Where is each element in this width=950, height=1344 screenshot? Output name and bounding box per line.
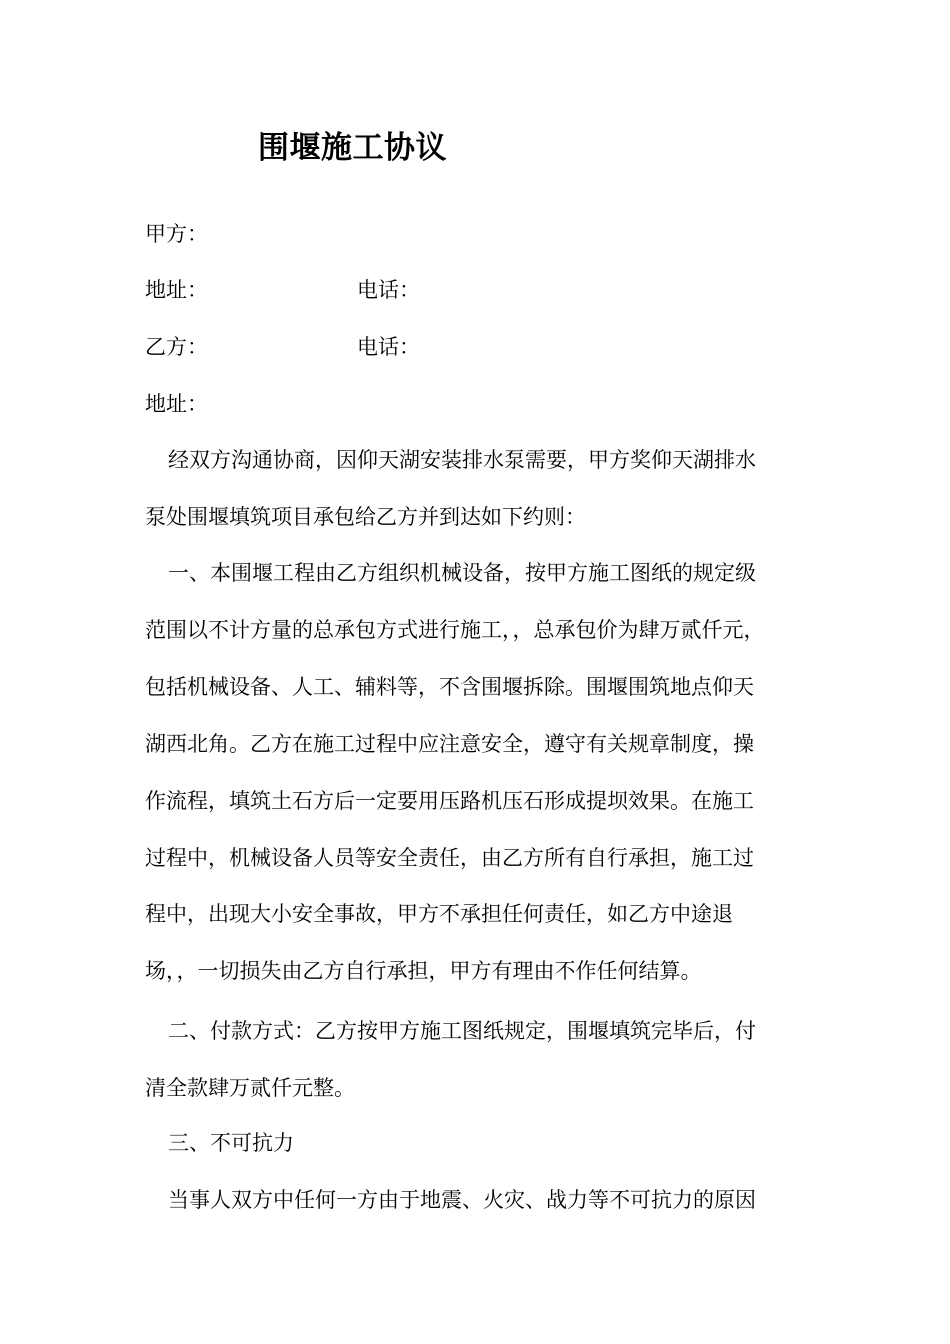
body-line: 二、付款方式：乙方按甲方施工图纸规定，围堰填筑完毕后，付 — [168, 1019, 756, 1043]
body-line: 场，，一切损失由乙方自行承担，甲方有理由不作任何结算。 — [145, 959, 702, 983]
document-title: 围堰施工协议 — [258, 130, 447, 166]
party-b-label: 乙方： — [145, 335, 208, 359]
body-line: 一、本围堰工程由乙方组织机械设备，按甲方施工图纸的规定级 — [168, 561, 756, 585]
body-line: 当事人双方中任何一方由于地震、火灾、战力等不可抗力的原因 — [168, 1188, 756, 1212]
body-line: 泵处围堰填筑项目承包给乙方并到达如下约则： — [145, 505, 586, 529]
phone-b-label: 电话： — [357, 335, 420, 359]
section-heading: 三、不可抗力 — [168, 1131, 294, 1155]
body-line: 湖西北角。乙方在施工过程中应注意安全，遵守有关规章制度，操 — [145, 732, 754, 756]
body-line: 包括机械设备、人工、辅料等，不含围堰拆除。围堰围筑地点仰天 — [145, 675, 754, 699]
address-b-label: 地址： — [145, 392, 208, 416]
body-line: 过程中，机械设备人员等安全责任，由乙方所有自行承担，施工过 — [145, 846, 754, 870]
body-line: 清全款肆万贰仟元整。 — [145, 1076, 355, 1100]
party-a-label: 甲方： — [145, 222, 208, 246]
address-a-label: 地址： — [145, 278, 208, 302]
body-line: 程中，出现大小安全事故，甲方不承担任何责任，如乙方中途退 — [145, 902, 733, 926]
body-line: 范围以不计方量的总承包方式进行施工，，总承包价为肆万贰仟元， — [145, 618, 765, 642]
phone-a-label: 电话： — [357, 278, 420, 302]
body-line: 经双方沟通协商，因仰天湖安装排水泵需要，甲方奖仰天湖排水 — [168, 448, 756, 472]
body-line: 作流程，填筑土石方后一定要用压路机压石形成提坝效果。在施工 — [145, 789, 754, 813]
